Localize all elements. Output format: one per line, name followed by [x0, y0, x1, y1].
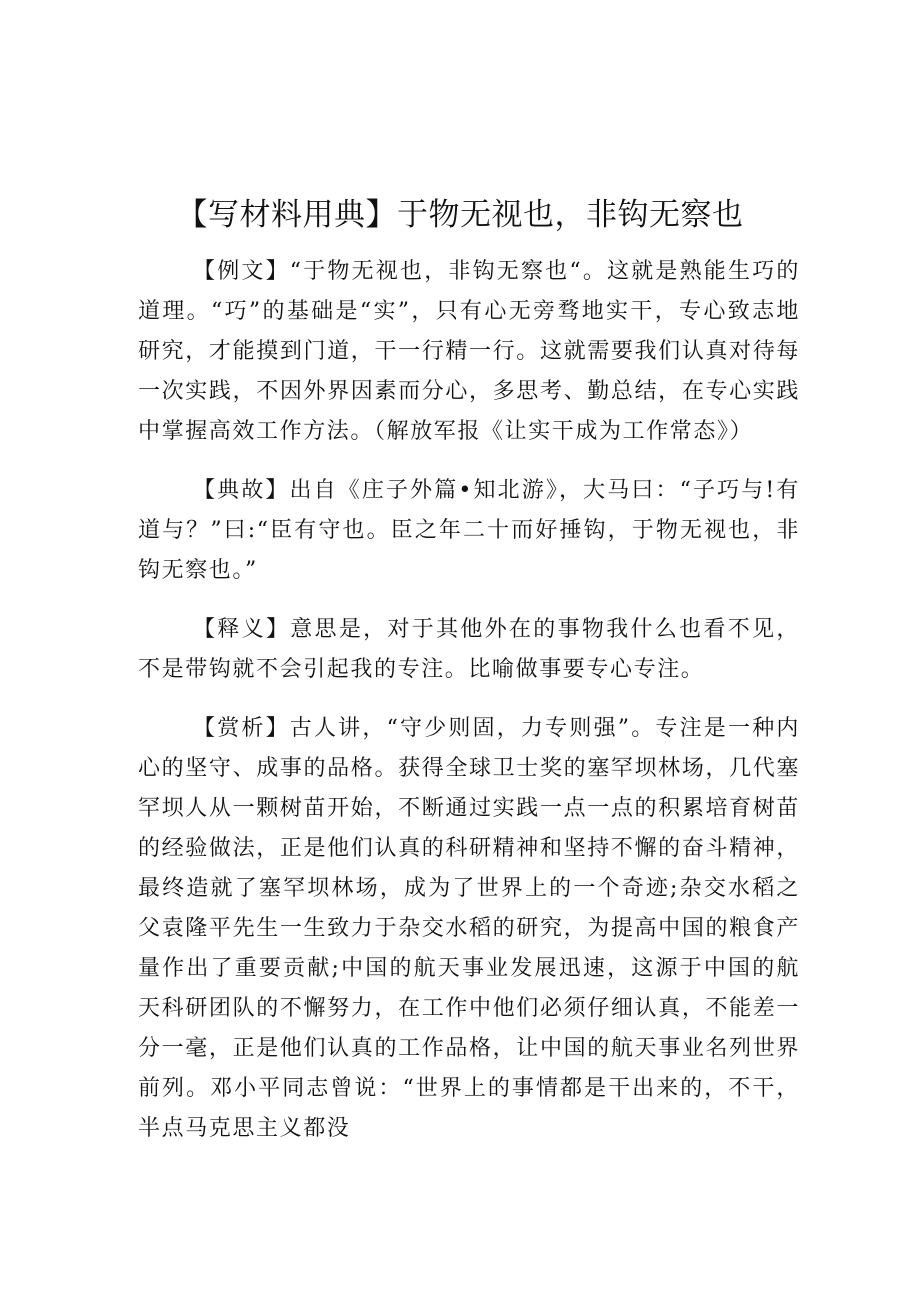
paragraph-allusion: 【典故】出自《庄子外篇•知北游》，大马曰：“子巧与!有道与？”曰:“臣有守也。臣之年二十而好捶钩，于物无视也，非钩无察也。” — [138, 478, 800, 583]
paragraph-meaning: 【释义】意思是，对于其他外在的事物我什么也看不见，不是带钩就不会引起我的专注。比喻做事要专心专注。 — [138, 617, 800, 682]
document-body — [138, 252, 800, 1168]
paragraph-example: 【例文】“于物无视也，非钩无察也“。这就是熟能生巧的道理。“巧”的基础是“实”，只有心无旁骛地实干，专心致志地研究，才能摸到门道，干一行精一行。这就需要我们认真对待每一次实践，不因外界因素而分心，多思考、勤总结，在专心实践中掌握高效工作方法。（解放军报《让实干成为工作常态》） — [138, 259, 800, 444]
document-title: 【写材料用典】于物无视也，非钩无察也 — [176, 197, 744, 233]
paragraph-appreciation: 【赏析】古人讲，“守少则固，力专则强”。专注是一种内心的坚守、成事的品格。获得全球卫士奖的塞罕坝林场，几代塞罕坝人从一颗树苗开始，不断通过实践一点一点的积累培育树苗的经验做法，正是他们认真的科研精神和坚持不懈的奋斗精神，最终造就了塞罕坝林场，成为了世界上的一个奇迹;杂交水稻之父袁隆平先生一生致力于杂交水稻的研究，为提高中国的粮食产量作出了重要贡献;中国的航天事业发展迅速，这源于中国的航天科研团队的不懈努力，在工作中他们必须仔细认真，不能差一分一毫，正是他们认真的工作品格，让中国的航天事业名列世界前列。邓小平同志曾说：“世界上的事情都是干出来的，不干，半点马克思主义都没 — [138, 716, 800, 1141]
